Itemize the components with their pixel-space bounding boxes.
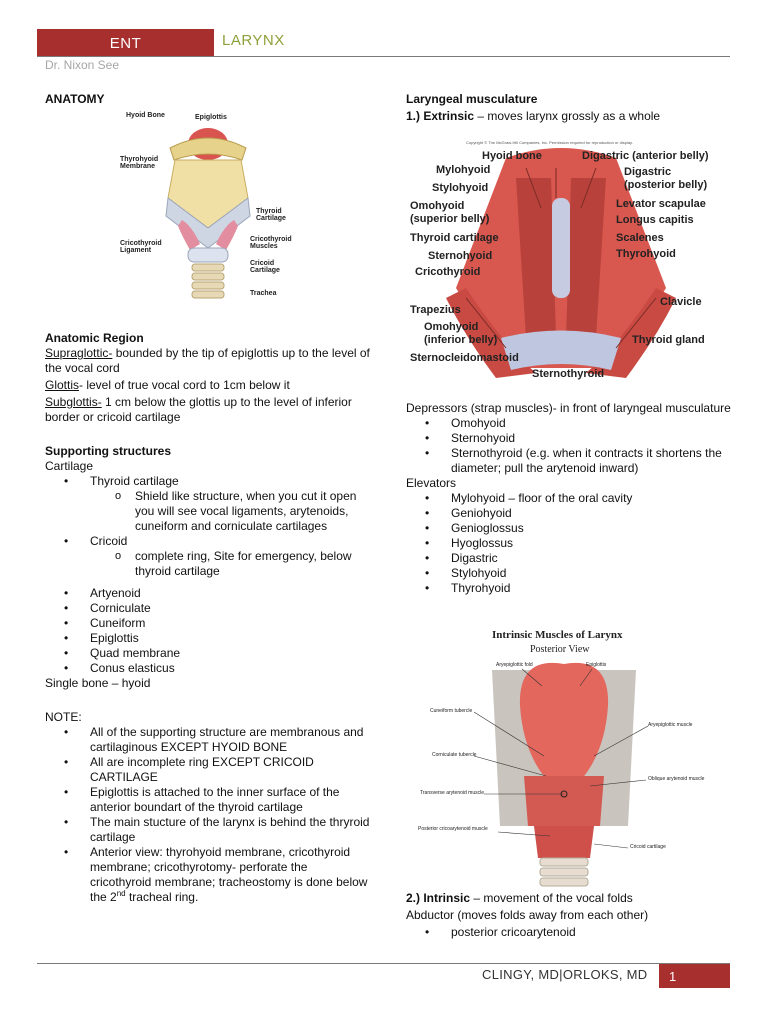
list-item	[45, 845, 370, 905]
list-item	[45, 534, 370, 579]
note-last-a: Anterior view: thyrohyoid membrane, cricothyroid membrane; cricothyrotomy- perforate the cricothyroid membrane; tracheostomy is done below the 2	[90, 845, 368, 904]
fig2-label-right: Digastric	[624, 166, 672, 178]
supraglottic-def	[45, 346, 370, 376]
fig2-label-right: Clavicle	[660, 296, 702, 308]
fig3-label: Posterior cricoarytenoid muscle	[418, 826, 488, 832]
list-item: • posterior cricoarytenoid	[406, 925, 731, 940]
list-item: • Corniculate	[45, 601, 370, 616]
larynx-anatomy-figure	[120, 108, 295, 304]
fig1-label: Cricoid Cartilage	[250, 260, 280, 274]
fig1-label: Trachea	[250, 290, 277, 297]
fig2-label-left: Sternocleidomastoid	[410, 352, 519, 364]
fig2-label-right: Sternothyroid	[532, 368, 605, 380]
page-number-label: 1	[669, 968, 677, 984]
sub-term: Subglottis-	[45, 395, 102, 409]
supra-text: bounded by the tip of epiglottis up to the level of the vocal cord	[45, 346, 370, 375]
fig1-label: Cricothyroid Muscles	[250, 236, 292, 250]
fig2-label-left: Mylohyoid	[436, 164, 491, 176]
fig3-label: Oblique arytenoid muscle	[648, 776, 705, 782]
abductor-label: Abductor (moves folds away from each other)	[406, 908, 649, 922]
fig2-copyright: Copyright © The McGraw-Hill Companies, Inc. Permission required for reproduction or display.	[466, 140, 633, 145]
musculature-heading: Laryngeal musculature	[406, 92, 538, 106]
footer-divider	[37, 963, 730, 964]
fig3-subtitle: Posterior View	[530, 644, 590, 655]
fig2-label-right: Thyrohyoid	[616, 248, 676, 260]
fig3-label: Aryepiglottic muscle	[648, 722, 693, 728]
list-item: • Thyrohyoid	[406, 581, 731, 596]
list-item: • Geniohyoid	[406, 506, 731, 521]
note-label: NOTE:	[45, 710, 82, 724]
fig2-label-left: (superior belly)	[410, 213, 490, 225]
fig2-label-right: Levator scapulae	[616, 198, 706, 210]
list-item: • All are incomplete ring EXCEPT CRICOID CARTILAGE	[45, 755, 370, 785]
list-item: • Omohyoid	[406, 416, 731, 431]
fig2-label-left: Trapezius	[410, 304, 461, 316]
page-number	[659, 964, 730, 988]
fig1-label: Thyrohyoid Membrane	[120, 156, 159, 170]
author: Dr. Nixon See	[45, 58, 120, 72]
intrinsic-text: – movement of the vocal folds	[470, 891, 633, 905]
list-item: • Epiglottis	[45, 631, 370, 646]
depressors-label: Depressors (strap muscles)- in front of laryngeal musculature	[406, 401, 731, 415]
fig3-label: Epiglottis	[586, 662, 607, 668]
fig2-label-right: Thyroid gland	[632, 334, 705, 346]
thyroid-item: Thyroid cartilage	[90, 474, 179, 488]
larynx-anatomy-illustration	[120, 108, 295, 304]
list-item: • Epiglottis is attached to the inner surface of the anterior boundart of the thyroid cartilage	[45, 785, 370, 815]
intrinsic-block	[406, 891, 731, 940]
list-item: • Mylohyoid – floor of the oral cavity	[406, 491, 731, 506]
fig2-label-right: Digastric (anterior belly)	[582, 150, 709, 162]
cricoid-item: Cricoid	[90, 534, 128, 548]
intrinsic-num: 2.) Intrinsic	[406, 891, 471, 905]
anatomy-heading: ANATOMY	[45, 92, 105, 106]
note-list	[45, 725, 370, 905]
fig3-label: Transverse arytenoid muscle	[420, 790, 485, 796]
supra-term: Supraglottic-	[45, 346, 113, 360]
extrinsic-num: 1.) Extrinsic	[406, 109, 475, 123]
fig3-label: Cricoid cartilage	[630, 844, 666, 850]
glottis-text: - level of true vocal cord to 1cm below it	[79, 378, 290, 392]
fig2-label-left: Omohyoid	[410, 200, 465, 212]
fig3-label: Corniculate tubercle	[432, 752, 477, 758]
elevators-label: Elevators	[406, 476, 457, 490]
list-item: • The main stucture of the larynx is behind the thryroid cartilage	[45, 815, 370, 845]
list-item: • Cuneiform	[45, 616, 370, 631]
region-heading: Anatomic Region	[45, 331, 144, 345]
extrinsic-text: – moves larynx grossly as a whole	[474, 109, 661, 123]
fig2-label-left: Hyoid bone	[482, 150, 542, 162]
fig1-label: Epiglottis	[195, 114, 227, 121]
depressor-list	[406, 416, 731, 476]
fig1-label: Thyroid Cartilage	[256, 208, 286, 222]
list-item: • Sternohyoid	[406, 431, 731, 446]
fig1-label: Cricothyroid Ligament	[120, 240, 162, 254]
fig3-label: Aryepiglottic fold	[496, 662, 533, 668]
note-last-b: tracheal ring.	[125, 890, 199, 904]
list-item: • Digastric	[406, 551, 731, 566]
list-item: o Shield like structure, when you cut it open you will see vocal ligaments, arytenoids, cuneiform and corniculate cartilages	[90, 489, 370, 534]
fig2-label-right: Longus capitis	[616, 214, 694, 226]
list-item: • Stylohyoid	[406, 566, 731, 581]
cartilage-label: Cartilage	[45, 459, 94, 473]
list-item: • Hyoglossus	[406, 536, 731, 551]
fig2-label-left: Thyroid cartilage	[410, 232, 499, 244]
thyroid-sublist	[90, 489, 370, 534]
course-tab	[37, 29, 214, 57]
header-divider	[37, 56, 730, 57]
fig2-label-right: Scalenes	[616, 232, 664, 244]
fig2-label-right: (posterior belly)	[624, 179, 708, 191]
topic-title: LARYNX	[222, 32, 285, 49]
elevator-list	[406, 491, 731, 596]
fig2-label-left: (inferior belly)	[424, 334, 498, 346]
footer-credit: CLINGY, MD|ORLOKS, MD	[482, 967, 648, 982]
neck-muscles-figure	[406, 138, 716, 384]
list-item: • Conus elasticus	[45, 661, 370, 676]
intrinsic-line	[406, 891, 731, 906]
extrinsic-line	[406, 109, 731, 124]
list-item: • Quad membrane	[45, 646, 370, 661]
list-item: • Genioglossus	[406, 521, 731, 536]
course-label: ENT	[109, 34, 142, 52]
fig2-label-left: Sternohyoid	[428, 250, 493, 262]
glottis-def	[45, 378, 370, 393]
fig1-label: Hyoid Bone	[126, 112, 165, 119]
list-item: • Artyenoid	[45, 586, 370, 601]
fig2-label-left: Cricothyroid	[415, 266, 481, 278]
list-item	[45, 474, 370, 534]
cartilage-list	[45, 474, 370, 676]
ordinal-sup: nd	[116, 889, 126, 898]
support-heading: Supporting structures	[45, 444, 172, 458]
abductor-list	[406, 925, 731, 940]
fig3-label: Cuneiform tubercle	[430, 708, 473, 714]
cricoid-sublist	[90, 549, 370, 579]
intrinsic-muscles-figure	[414, 626, 714, 888]
subglottis-def	[45, 395, 370, 425]
fig2-label-left: Stylohyoid	[432, 182, 489, 194]
single-bone: Single bone – hyoid	[45, 676, 151, 690]
list-item: • Sternothyroid (e.g. when it contracts it shortens the diameter; pull the arytenoid inward)	[406, 446, 731, 476]
fig2-label-left: Omohyoid	[424, 321, 479, 333]
sub-text: 1 cm below the glottis up to the level of inferior border or cricoid cartilage	[45, 395, 352, 424]
glottis-term: Glottis	[45, 378, 80, 392]
fig3-title: Intrinsic Muscles of Larynx	[492, 629, 623, 641]
list-item: • All of the supporting structure are membranous and cartilaginous EXCEPT HYOID BONE	[45, 725, 370, 755]
list-item: o complete ring, Site for emergency, below thyroid cartilage	[90, 549, 370, 579]
